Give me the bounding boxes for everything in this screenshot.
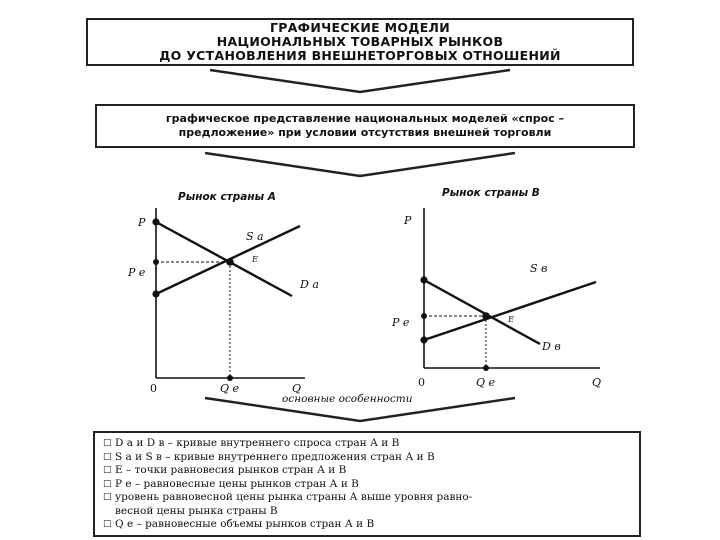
legend-text: весной цены рынка страны В — [115, 504, 278, 517]
chart-a-origin: 0 — [150, 382, 157, 395]
legend-item — [103, 437, 631, 451]
subtitle-line-1: графическое представление национальных моделей «спрос – — [165, 112, 565, 125]
chart-b-demand-label: D в — [542, 340, 561, 353]
chart-b-point-demand-start — [420, 276, 427, 283]
chart-b-eq-label: E — [508, 315, 514, 324]
legend-item — [103, 491, 631, 505]
legend-text: Q е – равновесные объемы рынков стран А и В — [115, 518, 375, 530]
chart-a-demand-label: D а — [300, 278, 319, 291]
chart-a-p-label: P — [138, 216, 146, 229]
chart-b-equilibrium-point — [482, 312, 490, 320]
chart-a-supply-label: S а — [246, 230, 264, 243]
chart-b-origin: 0 — [418, 376, 425, 389]
subtitle-line-2: предложение» при условии отсутствия внешней торговли — [178, 126, 552, 139]
chart-b-qty-label: Q е — [476, 376, 496, 389]
legend-item — [103, 464, 631, 478]
chart-b-header: Рынок страны В — [442, 187, 540, 199]
chart-b-point-qty — [483, 365, 489, 371]
legend-text: E – точки равновесия рынков стран А и В — [115, 464, 347, 476]
legend-box — [93, 431, 641, 537]
chart-b-price-label: P е — [392, 316, 410, 329]
chart-a-price-label: P е — [128, 266, 146, 279]
legend-item — [103, 451, 631, 465]
chart-a-header: Рынок страны А — [178, 191, 276, 203]
chart-a-qty-label: Q е — [220, 382, 240, 395]
chart-b-supply-line — [424, 282, 596, 340]
title-line-3: ДО УСТАНОВЛЕНИЯ ВНЕШНЕТОРГОВЫХ ОТНОШЕНИЙ — [159, 48, 561, 63]
chart-b-point-price — [421, 313, 427, 319]
chart-b-point-supply-start — [420, 336, 427, 343]
chart-a-eq-label: E — [252, 255, 258, 264]
checkbox-icon: □ — [103, 465, 112, 475]
chart-a-q-label: Q — [292, 382, 302, 395]
chart-b-supply-label: S в — [530, 262, 548, 275]
legend-text: уровень равновесной цены рынка страны А выше уровня равно- — [115, 491, 473, 503]
legend-text: D а и D в – кривые внутреннего спроса стран А и В — [115, 437, 400, 449]
checkbox-icon: □ — [103, 492, 112, 502]
chart-a-equilibrium-point — [226, 258, 234, 266]
arrow-chevron-2 — [205, 153, 515, 176]
chart-a-point-price — [153, 259, 159, 265]
title-line-2: НАЦИОНАЛЬНЫХ ТОВАРНЫХ РЫНКОВ — [216, 34, 504, 49]
chart-a-point-supply-start — [152, 290, 159, 297]
checkbox-icon: □ — [103, 519, 112, 529]
arrow-chevron-1 — [210, 70, 510, 92]
bullet-spacer — [103, 505, 115, 519]
title-line-1: ГРАФИЧЕСКИЕ МОДЕЛИ — [269, 20, 451, 35]
checkbox-icon: □ — [103, 438, 112, 448]
legend-text: S а и S в – кривые внутреннего предложения стран А и В — [115, 450, 435, 463]
chart-a-point-demand-start — [152, 218, 159, 225]
checkbox-icon: □ — [103, 451, 112, 462]
legend-item — [103, 478, 631, 492]
chart-b-p-label: P — [404, 214, 412, 227]
legend-item-continuation — [103, 505, 631, 519]
legend-item — [103, 518, 631, 532]
chart-b-q-label: Q — [592, 376, 602, 389]
chart-a-point-qty — [227, 375, 233, 381]
checkbox-icon: □ — [103, 478, 112, 489]
caption-main-features: основные особенности — [282, 393, 413, 405]
legend-text: P е – равновесные цены рынков стран А и В — [115, 477, 359, 490]
